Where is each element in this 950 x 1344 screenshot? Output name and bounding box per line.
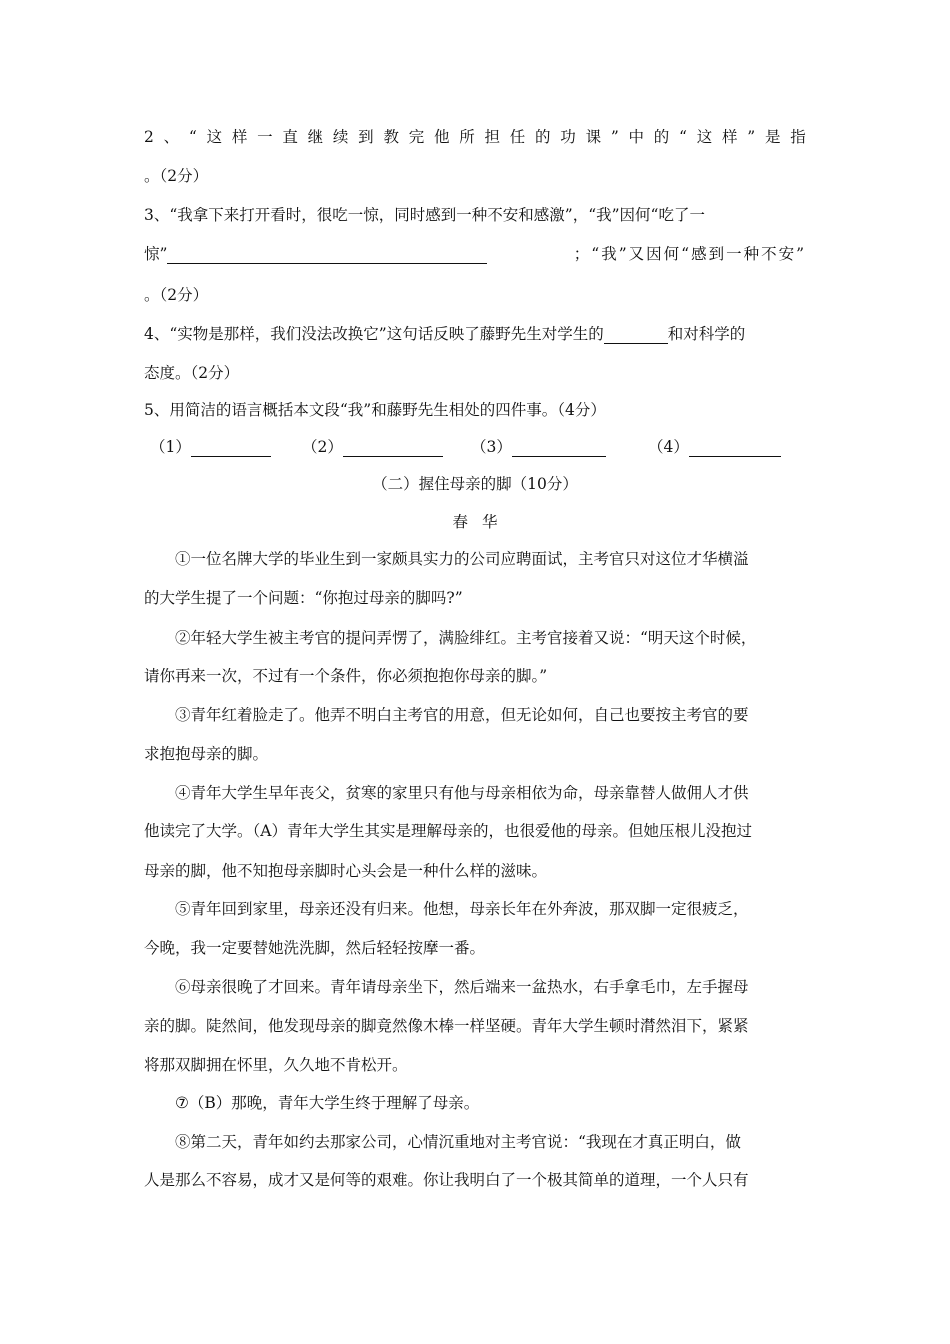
question-2-char: 中 <box>628 128 645 146</box>
question-2-char: 功 <box>560 128 576 146</box>
q5-option-3: （3） <box>471 437 606 457</box>
answer-blank-5-3[interactable] <box>512 440 606 457</box>
q5-option-1: （1） <box>150 437 271 457</box>
passage-line: ⑦（B）那晚，青年大学生终于理解了母亲。 <box>175 1094 480 1112</box>
passage-line: 他读完了大学。（A）青年大学生其实是理解母亲的，也很爱他的母亲。但她压根儿没抱过 <box>144 822 752 840</box>
question-2-char: “ <box>188 128 197 146</box>
passage-line: 请你再来一次，不过有一个条件，你必须抱抱你母亲的脚。” <box>144 667 548 685</box>
question-2-char: 他 <box>433 128 450 146</box>
question-2-char: 、 <box>163 128 180 146</box>
section-title: （二）握住母亲的脚（10分） <box>372 475 578 493</box>
question-2-char: 样 <box>722 128 738 146</box>
question-5-text: 5、用简洁的语言概括本文段“我”和藤野先生相处的四件事。（4分） <box>144 401 606 419</box>
passage-line: 人是那么不容易，成才又是何等的艰难。你让我明白了一个极其简单的道理，一个人只有 <box>144 1171 749 1189</box>
question-4-text-start: 4、“实物是那样，我们没法改换它”这句话反映了藤野先生对学生的 <box>144 325 604 343</box>
passage-line: ⑤青年回到家里，母亲还没有归来。他想，母亲长年在外奔波，那双脚一定很疲乏， <box>175 900 749 918</box>
question-2-char: 指 <box>790 128 806 146</box>
passage-line: 的大学生提了一个问题：“你抱过母亲的脚吗?” <box>144 589 463 607</box>
question-2-char: ” <box>610 128 619 146</box>
question-2-line <box>144 127 806 147</box>
question-4-text-end: 和对科学的 <box>667 325 746 343</box>
question-3-line-2 <box>144 244 806 264</box>
passage-line: 母亲的脚，他不知抱母亲脚时心头会是一种什么样的滋味。 <box>144 862 548 880</box>
question-2-char: 所 <box>459 128 475 146</box>
question-4-line-1 <box>144 324 806 344</box>
passage-line: ⑥母亲很晚了才回来。青年请母亲坐下，然后端来一盆热水，右手拿毛巾，左手握母 <box>175 978 749 996</box>
question-2-char: 的 <box>653 128 670 146</box>
passage-line: 今晚，我一定要替她洗洗脚，然后轻轻按摩一番。 <box>144 939 486 957</box>
question-3-line-2-mid: ；“我”又因何“感到一种不安” <box>573 245 806 263</box>
passage-line: 将那双脚拥在怀里，久久地不肯松开。 <box>144 1056 408 1074</box>
question-2-char: 继 <box>307 128 324 146</box>
q5-option-2: （2） <box>302 437 443 457</box>
answer-blank-3a[interactable] <box>167 247 487 264</box>
question-3-tail: 。（2分） <box>144 286 209 304</box>
question-3-line-2-start: 惊” <box>144 245 168 263</box>
question-2-char: 样 <box>231 128 248 146</box>
question-2-char: 担 <box>484 128 501 146</box>
passage-line: ③青年红着脸走了。他弄不明白主考官的用意，但无论如何，自己也要按主考官的要 <box>175 706 749 724</box>
question-2-char: “ <box>679 128 687 146</box>
answer-blank-5-1[interactable] <box>191 440 271 457</box>
answer-blank-5-2[interactable] <box>343 440 443 457</box>
question-4-line-2: 态度。（2分） <box>144 364 240 382</box>
answer-blank-5-4[interactable] <box>689 440 781 457</box>
question-2-char: 这 <box>206 128 223 146</box>
question-2-char: 完 <box>408 128 425 146</box>
question-2-char: 课 <box>585 128 602 146</box>
question-2-tail: 。（2分） <box>144 167 209 185</box>
question-2-char: 教 <box>383 128 399 146</box>
question-2-char: 任 <box>509 128 526 146</box>
question-2-char: 续 <box>332 128 349 146</box>
question-3-line-1: 3、“我拿下来打开看时，很吃一惊，同时感到一种不安和感激”，“我”因何“吃了一 <box>144 206 705 224</box>
question-2-char: 这 <box>696 128 713 146</box>
passage-line: ⑧第二天，青年如约去那家公司，心情沉重地对主考官说：“我现在才真正明白，做 <box>175 1133 741 1151</box>
question-2-char: 直 <box>282 128 298 146</box>
passage-line: ②年轻大学生被主考官的提问弄愣了，满脸绯红。主考官接着又说：“明天这个时候， <box>175 629 757 647</box>
question-2-char: ” <box>747 128 756 146</box>
q5-option-4: （4） <box>648 437 781 457</box>
author-name: 春华 <box>452 513 512 531</box>
passage-line: 求抱抱母亲的脚。 <box>144 745 269 763</box>
answer-blank-4[interactable] <box>604 327 668 344</box>
passage-line: ④青年大学生早年丧父，贫寒的家里只有他与母亲相依为命，母亲靠替人做佣人才供 <box>175 784 749 802</box>
question-2-char: 一 <box>257 128 273 146</box>
passage-line: 亲的脚。陡然间，他发现母亲的脚竟然像木棒一样坚硬。青年大学生顿时潸然泪下，紧紧 <box>144 1017 749 1035</box>
passage-line: ①一位名牌大学的毕业生到一家颇具实力的公司应聘面试，主考官只对这位才华横溢 <box>175 550 749 568</box>
question-2-char: 的 <box>535 128 551 146</box>
question-2-char: 是 <box>764 128 781 146</box>
question-2-char: 2 <box>144 128 154 146</box>
question-2-char: 到 <box>358 128 374 146</box>
